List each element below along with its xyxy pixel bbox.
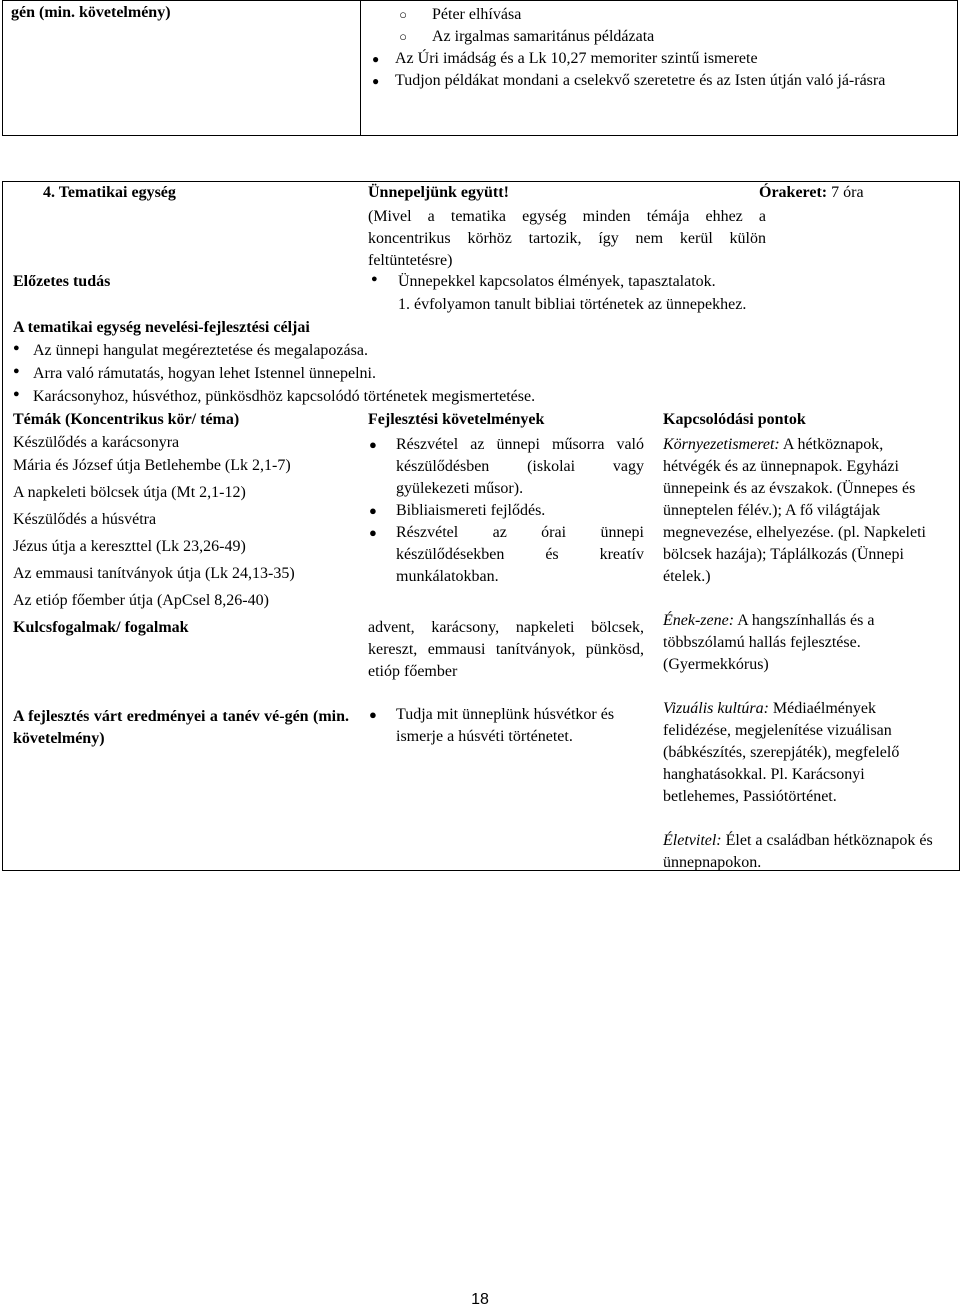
connections-header: Kapcsolódási pontok	[663, 411, 806, 428]
goal-item: ● Az ünnepi hangulat megéreztetése és megalapozása.	[13, 342, 368, 359]
prior-knowledge-item: 1. évfolyamon tanult bibliai történetek az ünnepekhez.	[398, 296, 747, 313]
hours-label: Órakeret:	[759, 184, 828, 201]
topics-header: Témák (Koncentrikus kör/ téma)	[13, 411, 240, 428]
bullet-icon: ●	[13, 388, 20, 400]
bullet-icon: ●	[372, 52, 380, 66]
circle-bullet-icon: ○	[399, 7, 407, 22]
topic-item: Jézus útja a kereszttel (Lk 23,26-49)	[13, 538, 246, 555]
unit-note: (Mivel a tematika egység minden témája ehhez a koncentrikus körhöz tartozik, így nem kerül külön feltüntetésre)	[368, 208, 766, 269]
list-item: ○ Az irgalmas samaritánus példázata	[371, 26, 955, 48]
bullet-icon: ●	[369, 525, 377, 540]
bullet-icon: ●	[372, 74, 380, 88]
column-divider	[360, 1, 361, 135]
bullet-icon: ●	[369, 707, 377, 722]
topic-item: Mária és József útja Betlehembe (Lk 2,1-7)	[13, 457, 291, 474]
goals-heading: A tematikai egység nevelési-fejlesztési céljai	[13, 319, 310, 336]
connection-subject: Vizuális kultúra:	[663, 700, 769, 717]
requirements-list	[368, 434, 644, 588]
connection-text: Médiaélmények felidézése, megjelenítése vizuálisan (bábkészítés, szerepjáték), megfelelő hanghatásokkal. Pl. Karácsonyi betlehemes, Passiótörténet.	[663, 700, 900, 805]
connection-item	[663, 434, 943, 588]
requirements-header: Fejlesztési követelmények	[368, 411, 545, 428]
list-item: ○ Péter elhívása	[371, 4, 955, 26]
connection-subject: Életvitel:	[663, 832, 722, 849]
topic-item: Az etióp főember útja (ApCsel 8,26-40)	[13, 592, 269, 609]
requirement-item: ● Részvétel az ünnepi műsorra való készülődésben (iskolai vagy gyülekezeti műsor).	[369, 436, 644, 497]
goal-item: ● Arra való rámutatás, hogyan lehet Istennel ünnepelni.	[13, 365, 376, 382]
unit-title: Ünnepeljünk együtt!	[368, 184, 509, 201]
key-concepts-label: Kulcsfogalmak/ fogalmak	[13, 619, 189, 636]
requirement-item: ● Részvétel az órai ünnepi készülődésekben és kreatív munkálatokban.	[369, 524, 644, 585]
goal-item: ● Karácsonyhoz, húsvéthoz, pünkösdhöz kapcsolódó történetek megismertetése.	[13, 388, 536, 405]
connection-subject: Ének-zene:	[663, 612, 735, 629]
outcomes-label-continued: gén (min. követelmény)	[11, 4, 171, 21]
list-item: ● Az Úri imádság és a Lk 10,27 memoriter szintű ismerete	[371, 48, 955, 70]
outcome-item: ● Tudja mit ünneplünk húsvétkor és ismerje a húsvéti történetet.	[369, 706, 615, 745]
thematic-unit-table	[2, 181, 960, 871]
hours	[759, 184, 864, 202]
connection-item	[663, 610, 943, 676]
prior-knowledge-label: Előzetes tudás	[13, 273, 111, 290]
unit-label: 4. Tematikai egység	[43, 184, 176, 201]
connection-subject: Környezetismeret:	[663, 436, 780, 453]
connection-text: Élet a családban hétköznapok és ünnepnapokon.	[663, 832, 933, 871]
outcomes-list-continued	[371, 4, 955, 92]
hours-value: 7 óra	[831, 184, 864, 201]
bullet-icon: ●	[369, 437, 377, 452]
topic-item: Készülődés a karácsonyra	[13, 434, 180, 451]
connection-text: A hétköznapok, hétvégék és az ünnepnapok. Egyházi ünnepeink és az évszakok. (Ünnepes és ünneptelen félév.); A fő világtájak megnevezése, elhelyezése. (pl. Napkeleti bölcsek hazája); Táplálkozás (Ünnepi ételek.)	[663, 436, 926, 585]
top-table	[2, 0, 958, 136]
topic-item: A napkeleti bölcsek útja (Mt 2,1-12)	[13, 484, 246, 501]
prior-knowledge-item: ● Ünnepekkel kapcsolatos élmények, tapasztalatok.	[371, 273, 716, 290]
topic-item: Az emmausi tanítványok útja (Lk 24,13-35)	[13, 565, 295, 582]
bullet-icon: ●	[371, 273, 378, 285]
connection-item	[663, 830, 943, 874]
bullet-icon: ●	[13, 365, 20, 377]
list-item: ● Tudjon példákat mondani a cselekvő szeretetre és az Isten útján való já-rásra	[371, 70, 950, 92]
bullet-icon: ●	[369, 503, 377, 518]
outcomes-label: A fejlesztés várt eredményei a tanév vé-gén (min. követelmény)	[13, 708, 349, 747]
connection-item	[663, 698, 943, 808]
page-number: 18	[471, 1291, 489, 1308]
requirement-item: ● Bibliaismereti fejlődés.	[368, 500, 644, 522]
bullet-icon: ●	[13, 342, 20, 354]
key-concepts-value: advent, karácsony, napkeleti bölcsek, kereszt, emmausi tanítványok, pünkösd, etióp főember	[368, 619, 644, 680]
connections-list	[663, 434, 943, 874]
circle-bullet-icon: ○	[399, 29, 407, 44]
topic-item: Készülődés a húsvétra	[13, 511, 157, 528]
connection-text: A hangszínhallás és a többszólamú hallás fejlesztése. (Gyermekkórus)	[663, 612, 875, 673]
